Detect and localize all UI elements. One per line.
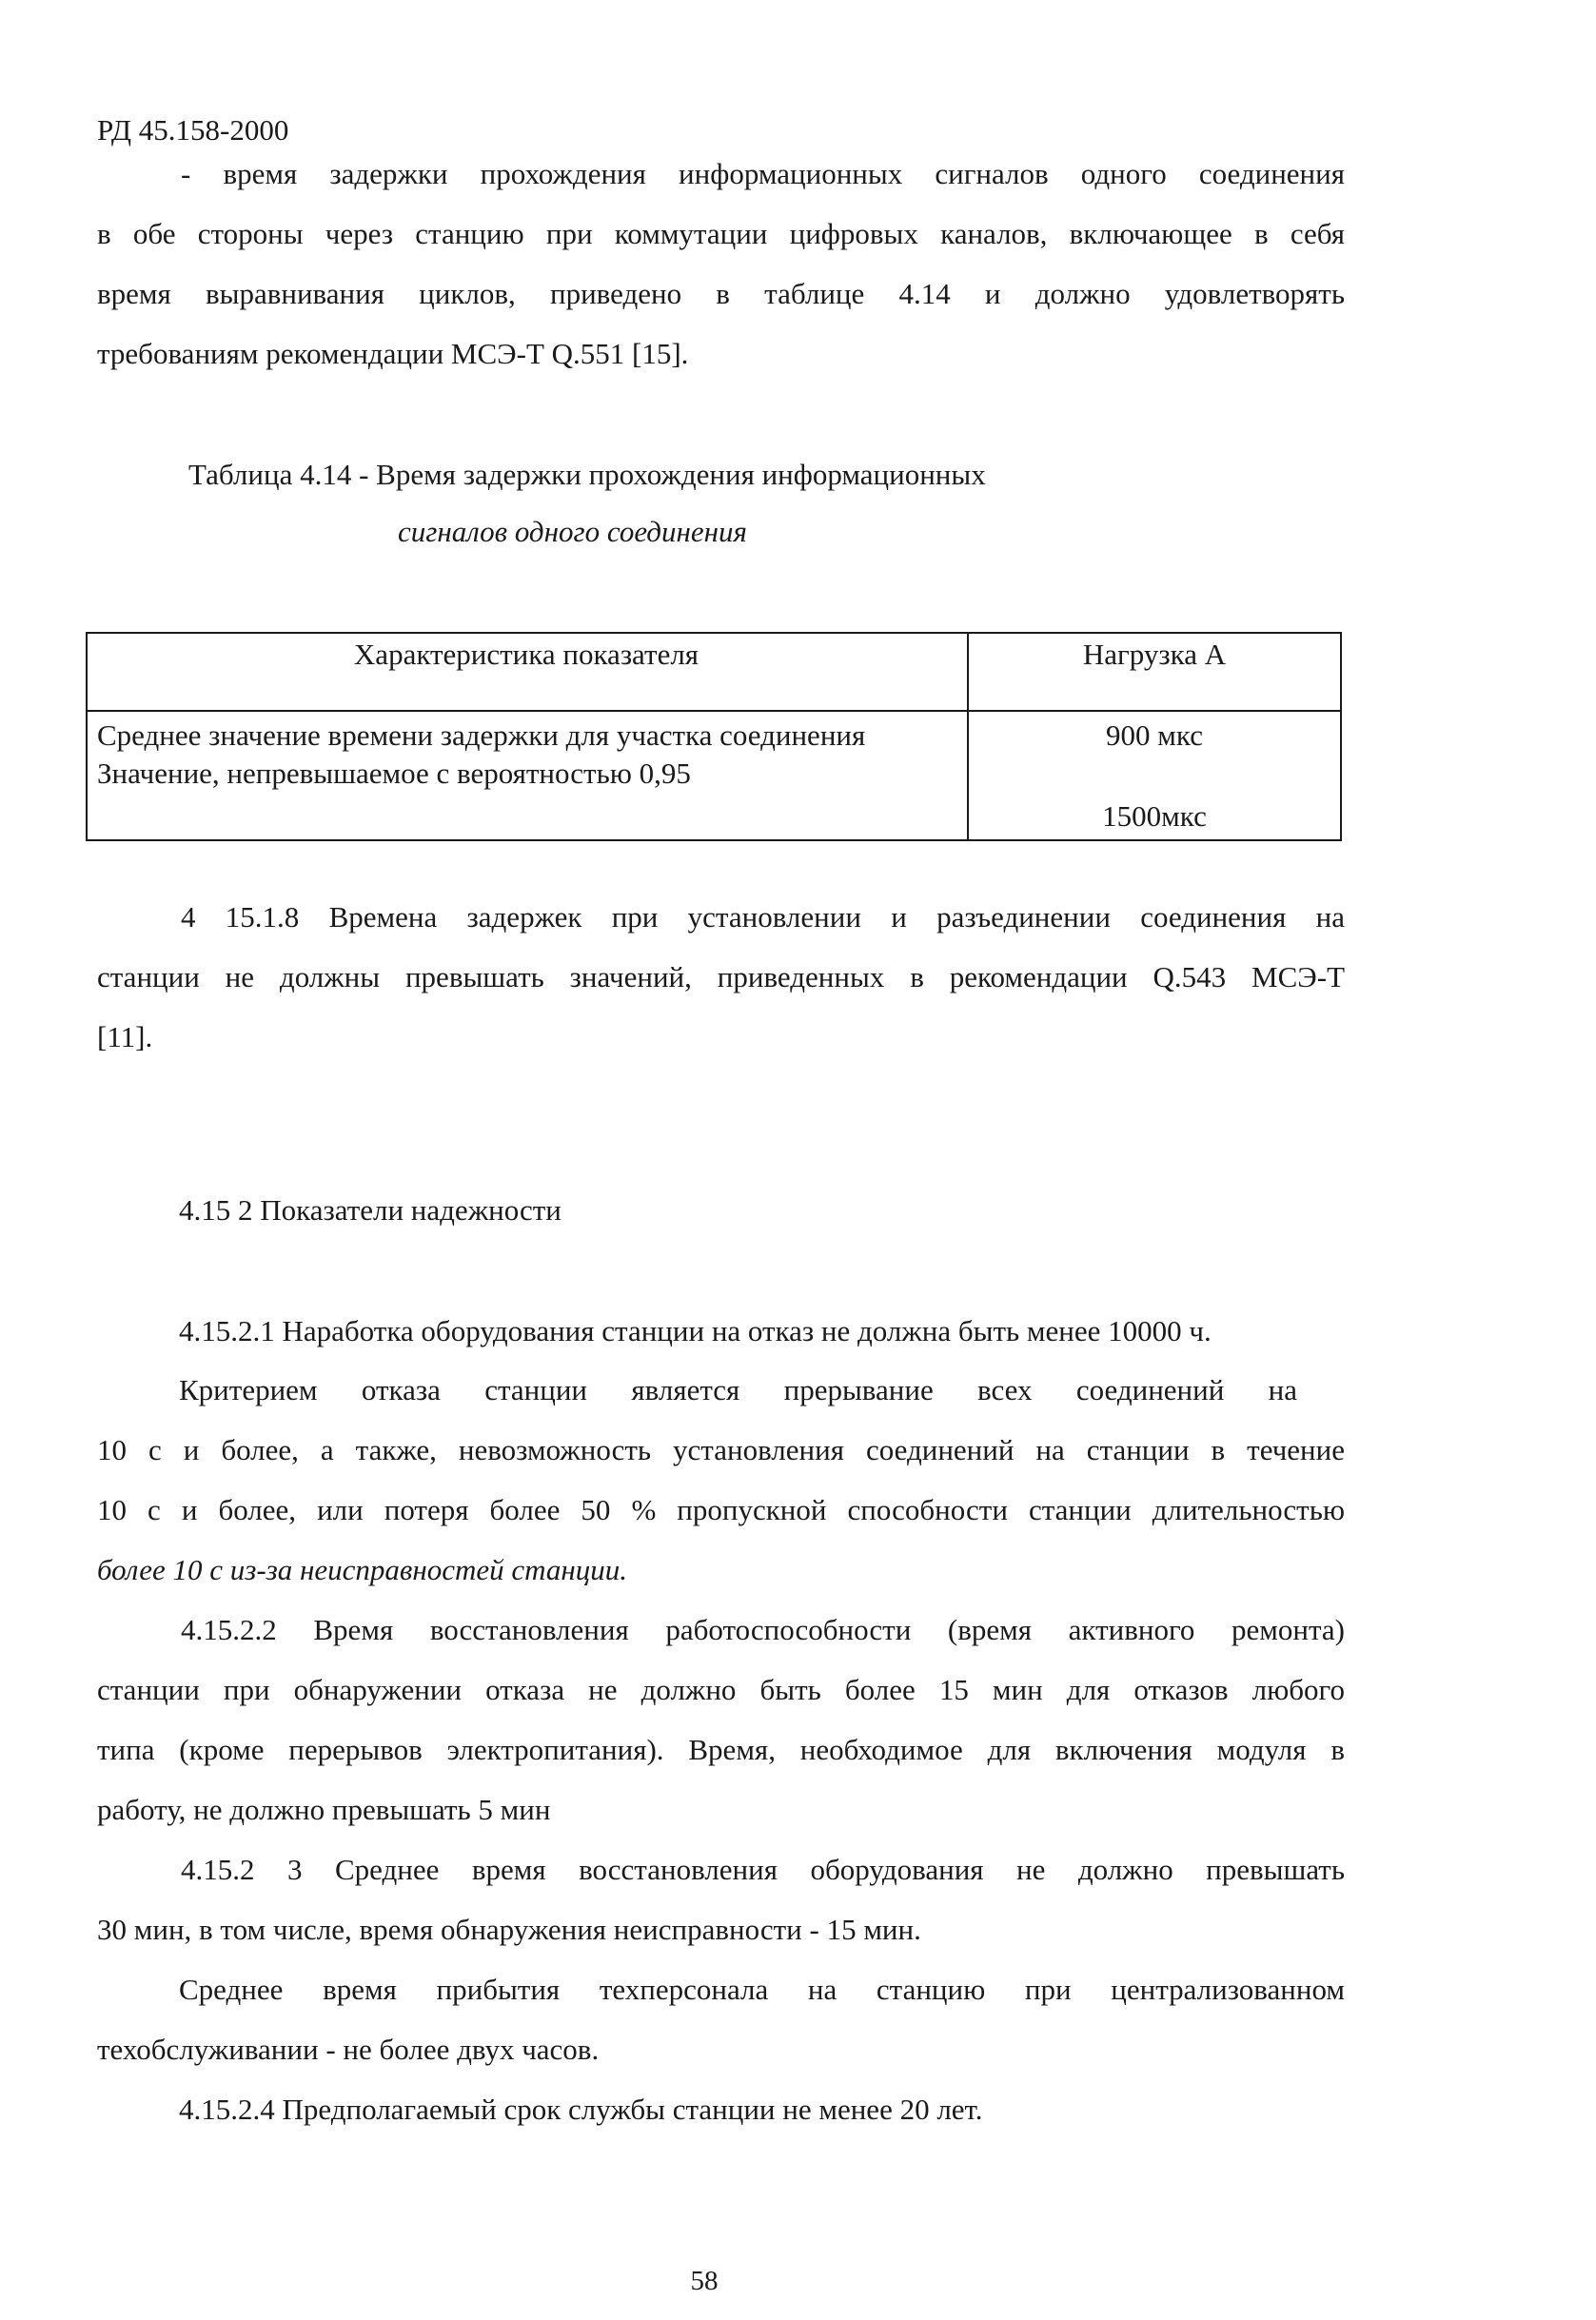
criterion-line-1: Критерием отказа станции является прерывание всех соединений на <box>179 1373 1297 1406</box>
p-4-15-2-2-line-2: станции при обнаружении отказа не должно быть более 15 мин для отказов любого <box>97 1673 1345 1706</box>
p-4-15-2-3-line-2: 30 мин, в том числе, время обнаружения неисправности - 15 мин. <box>97 1913 921 1946</box>
p-4-15-2-2-line-4: работу, не должно превышать 5 мин <box>97 1793 551 1826</box>
page-number: 58 <box>690 2266 719 2296</box>
intro-line-3: время выравнивания циклов, приведено в таблице 4.14 и должно удовлетворять <box>97 277 1345 310</box>
criterion-line-2: 10 с и более, а также, невозможность установления соединений на станции в течение <box>97 1433 1345 1466</box>
table-caption-line-2: сигналов одного соединения <box>398 515 747 548</box>
p-4-15-2-3-line-1: 4.15.2 3 Среднее время восстановления оборудования не должно превышать <box>181 1853 1345 1886</box>
criterion-line-3: 10 с и более, или потеря более 50 % пропускной способности станции длительностью <box>97 1493 1345 1526</box>
p-4-15-2-2-line-1: 4.15.2.2 Время восстановления работоспособности (время активного ремонта) <box>181 1613 1345 1646</box>
intro-line-2: в обе стороны через станцию при коммутации цифровых каналов, включающее в себя <box>97 217 1345 250</box>
p-4-15-2-1: 4.15.2.1 Наработка оборудования станции на отказ не должна быть менее 10000 ч. <box>179 1314 1212 1347</box>
p-4-15-2-2-line-3: типа (кроме перерывов электропитания). Время, необходимое для включения модуля в <box>97 1733 1345 1766</box>
p-4-15-2-4: 4.15.2.4 Предполагаемый срок службы станции не менее 20 лет. <box>179 2093 983 2126</box>
table-border-right <box>1340 632 1342 841</box>
table-border-header-divider <box>86 710 1342 712</box>
table-border-bottom <box>86 839 1342 841</box>
s4-15-1-8-line-1: 4 15.1.8 Времена задержек при установлении и разъединении соединения на <box>181 900 1345 934</box>
table-border-top <box>86 632 1342 634</box>
arrival-line-2: техобслуживании - не более двух часов. <box>97 2033 600 2066</box>
s4-15-1-8-line-3: [11]. <box>97 1020 153 1053</box>
table-row-1-label: Среднее значение времени задержки для участка соединения <box>97 718 866 752</box>
intro-line-1: - время задержки прохождения информационных сигналов одного соединения <box>181 157 1345 190</box>
document-code: РД 45.158-2000 <box>97 113 289 147</box>
criterion-line-4: более 10 с из-за неисправностей станции. <box>97 1553 628 1586</box>
delay-table <box>86 632 1342 841</box>
table-row-1-value: 900 мкс <box>1106 718 1203 752</box>
table-row-2-value: 1500мкс <box>1102 799 1207 833</box>
table-row-2-label: Значение, непревышаемое с вероятностью 0,95 <box>97 757 691 790</box>
table-header-characteristic: Характеристика показателя <box>353 638 699 671</box>
arrival-line-1: Среднее время прибытия техперсонала на станцию при централизованном <box>179 1973 1345 2006</box>
intro-line-4: требованиям рекомендации МСЭ-Т Q.551 [15]. <box>97 337 689 370</box>
table-header-load: Нагрузка А <box>1082 638 1227 671</box>
s4-15-1-8-line-2: станции не должны превышать значений, приведенных в рекомендации Q.543 МСЭ-Т <box>97 960 1345 993</box>
section-title-reliability: 4.15 2 Показатели надежности <box>179 1193 562 1227</box>
table-caption-line-1: Таблица 4.14 - Время задержки прохождения информационных <box>188 458 986 491</box>
